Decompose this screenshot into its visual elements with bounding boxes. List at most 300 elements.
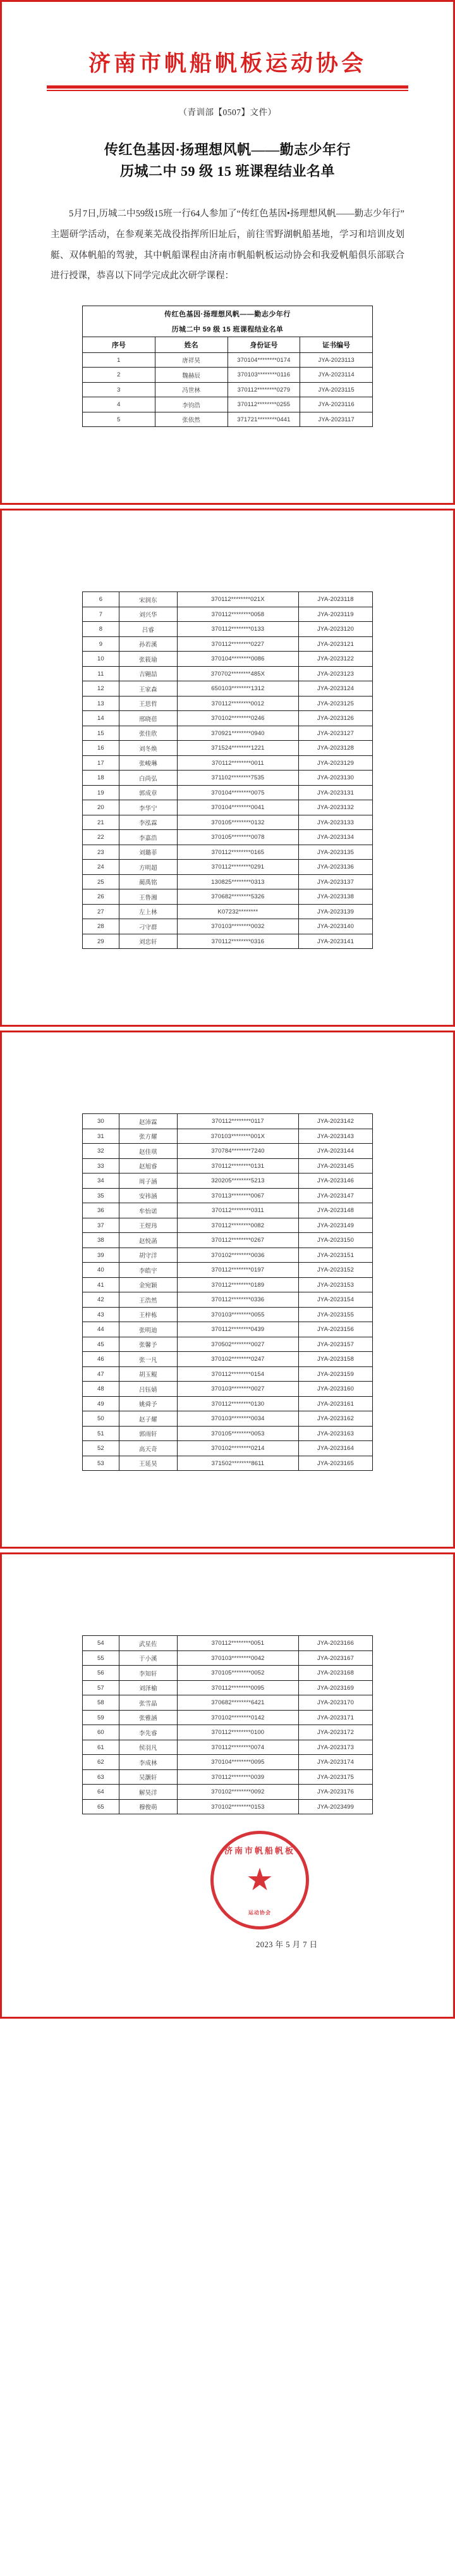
table-row bbox=[83, 919, 373, 934]
table-row bbox=[83, 1740, 373, 1755]
cell-name: 侯羽凡 bbox=[119, 1740, 177, 1755]
cell-index: 26 bbox=[83, 889, 119, 905]
cell-index: 8 bbox=[83, 622, 119, 637]
divider-thin-line bbox=[47, 90, 408, 91]
table-row bbox=[83, 711, 373, 726]
cell-certificate-number: JYA-2023119 bbox=[298, 607, 372, 622]
cell-index: 41 bbox=[83, 1277, 119, 1292]
cell-name: 胡玉鲲 bbox=[119, 1366, 177, 1382]
cell-id-number: 370682********6421 bbox=[177, 1695, 298, 1711]
certificate-table-body-2 bbox=[83, 592, 373, 949]
cell-index: 40 bbox=[83, 1263, 119, 1278]
cell-name: 李知轩 bbox=[119, 1666, 177, 1681]
cell-id-number: 370103********0042 bbox=[177, 1650, 298, 1666]
table-row bbox=[83, 1636, 373, 1651]
cell-index: 15 bbox=[83, 726, 119, 741]
cell-index: 39 bbox=[83, 1248, 119, 1263]
cell-index: 37 bbox=[83, 1218, 119, 1233]
cell-name: 方明超 bbox=[119, 860, 177, 875]
cell-id-number: 370112********0291 bbox=[177, 860, 298, 875]
cell-name: 张峻琳 bbox=[119, 755, 177, 771]
cell-index: 9 bbox=[83, 636, 119, 652]
table-row bbox=[83, 1218, 373, 1233]
cell-id-number: 650103********1312 bbox=[177, 681, 298, 697]
cell-certificate-number: JYA-2023499 bbox=[298, 1799, 372, 1814]
table-row bbox=[83, 1650, 373, 1666]
cell-certificate-number: JYA-2023114 bbox=[300, 368, 373, 383]
cell-id-number: 370112********021X bbox=[177, 592, 298, 607]
cell-name: 吕睿 bbox=[119, 622, 177, 637]
cell-certificate-number: JYA-2023150 bbox=[298, 1233, 372, 1248]
page-break-2 bbox=[0, 1025, 455, 1032]
cell-name: 李钧浩 bbox=[155, 397, 228, 412]
table-title-row bbox=[83, 306, 373, 321]
cell-index: 45 bbox=[83, 1337, 119, 1352]
cell-id-number: 370103********001X bbox=[177, 1129, 298, 1144]
page-3-bottom-spacer bbox=[2, 1471, 453, 1547]
cell-certificate-number: JYA-2023145 bbox=[298, 1158, 372, 1173]
certificate-table-part-1 bbox=[82, 306, 373, 428]
cell-certificate-number: JYA-2023124 bbox=[298, 681, 372, 697]
table-row bbox=[83, 1352, 373, 1367]
column-header-id-no: 身份证号 bbox=[228, 337, 300, 352]
cell-index: 25 bbox=[83, 874, 119, 889]
cell-index: 4 bbox=[83, 397, 155, 412]
cell-id-number: 370112********0255 bbox=[228, 397, 300, 412]
cell-certificate-number: JYA-2023166 bbox=[298, 1636, 372, 1651]
table-row bbox=[83, 1382, 373, 1397]
table-row bbox=[83, 1695, 373, 1711]
table-row bbox=[83, 1277, 373, 1292]
cell-index: 60 bbox=[83, 1725, 119, 1740]
cell-id-number: 370102********0036 bbox=[177, 1248, 298, 1263]
cell-id-number: 370112********0189 bbox=[177, 1277, 298, 1292]
cell-certificate-number: JYA-2023167 bbox=[298, 1650, 372, 1666]
cell-certificate-number: JYA-2023157 bbox=[298, 1337, 372, 1352]
cell-id-number: 370103********0116 bbox=[228, 368, 300, 383]
cell-id-number: 370112********0439 bbox=[177, 1322, 298, 1337]
table-row bbox=[83, 592, 373, 607]
cell-index: 2 bbox=[83, 368, 155, 383]
cell-name: 刘冬焕 bbox=[119, 741, 177, 756]
table-row bbox=[83, 1785, 373, 1800]
table-row bbox=[83, 1799, 373, 1814]
table-row bbox=[83, 800, 373, 815]
table-row bbox=[83, 726, 373, 741]
cell-certificate-number: JYA-2023128 bbox=[298, 741, 372, 756]
document-page-1 bbox=[0, 0, 455, 503]
table-row bbox=[83, 1158, 373, 1173]
cell-index: 22 bbox=[83, 830, 119, 845]
cell-name: 郭成章 bbox=[119, 785, 177, 800]
table-row bbox=[83, 771, 373, 786]
cell-index: 23 bbox=[83, 845, 119, 860]
cell-certificate-number: JYA-2023113 bbox=[300, 352, 373, 368]
cell-name: 李先睿 bbox=[119, 1725, 177, 1740]
cell-certificate-number: JYA-2023116 bbox=[300, 397, 373, 412]
cell-index: 53 bbox=[83, 1456, 119, 1471]
cell-name: 吉翱喆 bbox=[119, 666, 177, 681]
seal-date: 2023 年 5 月 7 日 bbox=[256, 1940, 318, 1950]
cell-certificate-number: JYA-2023171 bbox=[298, 1710, 372, 1725]
cell-id-number: 370104********0041 bbox=[177, 800, 298, 815]
cell-id-number: 370112********0058 bbox=[177, 607, 298, 622]
body-paragraph: 5月7日,历城二中59级15班一行64人参加了“传红色基因•扬理想风帆——勤志少年行”主题研学活动，在参观莱芜战役指挥所旧址后，前往雪野湖帆船基地，学习和培训皮划艇、双体帆船的驾驶，其中帆船课程由济南市帆船帆板运动协会和我爱帆船俱乐部联合进行授课，恭喜以下同学完成此次研学课程： bbox=[51, 209, 404, 282]
cell-certificate-number: JYA-2023170 bbox=[298, 1695, 372, 1711]
cell-index: 36 bbox=[83, 1203, 119, 1218]
cell-index: 55 bbox=[83, 1650, 119, 1666]
cell-id-number: 370112********0165 bbox=[177, 845, 298, 860]
table-row bbox=[83, 1129, 373, 1144]
cell-certificate-number: JYA-2023129 bbox=[298, 755, 372, 771]
cell-index: 20 bbox=[83, 800, 119, 815]
cell-id-number: 370702********485X bbox=[177, 666, 298, 681]
certificate-table-body-1 bbox=[83, 352, 373, 427]
table-row bbox=[83, 352, 373, 368]
cell-id-number: 370105********0053 bbox=[177, 1426, 298, 1441]
cell-name: 周子涵 bbox=[119, 1173, 177, 1189]
cell-name: 王鲁湘 bbox=[119, 889, 177, 905]
cell-name: 刘忠轩 bbox=[119, 934, 177, 949]
cell-certificate-number: JYA-2023137 bbox=[298, 874, 372, 889]
table-row bbox=[83, 1710, 373, 1725]
table-row bbox=[83, 1725, 373, 1740]
page-break-1 bbox=[0, 503, 455, 511]
table-row bbox=[83, 1366, 373, 1382]
cell-name: 张方耀 bbox=[119, 1129, 177, 1144]
cell-index: 42 bbox=[83, 1292, 119, 1308]
table-row bbox=[83, 815, 373, 830]
cell-certificate-number: JYA-2023173 bbox=[298, 1740, 372, 1755]
cell-certificate-number: JYA-2023141 bbox=[298, 934, 372, 949]
table-row bbox=[83, 1426, 373, 1441]
cell-certificate-number: JYA-2023158 bbox=[298, 1352, 372, 1367]
table-row bbox=[83, 681, 373, 697]
cell-id-number: 371102********7535 bbox=[177, 771, 298, 786]
cell-index: 58 bbox=[83, 1695, 119, 1711]
document-page-2 bbox=[0, 511, 455, 1025]
cell-name: 张一凡 bbox=[119, 1352, 177, 1367]
page-1-bottom-spacer bbox=[2, 427, 453, 503]
cell-id-number: 370103********0055 bbox=[177, 1307, 298, 1322]
cell-index: 3 bbox=[83, 382, 155, 397]
cell-id-number: 370102********0142 bbox=[177, 1710, 298, 1725]
table-row bbox=[83, 1114, 373, 1129]
cell-name: 张雅涵 bbox=[119, 1710, 177, 1725]
cell-index: 28 bbox=[83, 919, 119, 934]
cell-name: 解昊洋 bbox=[119, 1785, 177, 1800]
table-row bbox=[83, 785, 373, 800]
table-row bbox=[83, 904, 373, 919]
cell-certificate-number: JYA-2023148 bbox=[298, 1203, 372, 1218]
cell-certificate-number: JYA-2023140 bbox=[298, 919, 372, 934]
table-row bbox=[83, 1769, 373, 1785]
cell-index: 31 bbox=[83, 1129, 119, 1144]
cell-index: 43 bbox=[83, 1307, 119, 1322]
cell-certificate-number: JYA-2023161 bbox=[298, 1396, 372, 1411]
signature-area bbox=[2, 1814, 453, 2017]
cell-certificate-number: JYA-2023162 bbox=[298, 1411, 372, 1427]
cell-name: 蔺禹铭 bbox=[119, 874, 177, 889]
cell-name: 高天奇 bbox=[119, 1441, 177, 1456]
table-row bbox=[83, 1263, 373, 1278]
document-page-4 bbox=[0, 1554, 455, 2019]
certificate-table-part-3 bbox=[82, 1113, 373, 1471]
cell-id-number: 370502********0027 bbox=[177, 1337, 298, 1352]
cell-name: 赵子耀 bbox=[119, 1411, 177, 1427]
certificate-table-head bbox=[83, 306, 373, 352]
cell-name: 胡守洋 bbox=[119, 1248, 177, 1263]
cell-index: 62 bbox=[83, 1755, 119, 1770]
seal-star-icon: ★ bbox=[247, 1866, 272, 1895]
cell-name: 姚舜予 bbox=[119, 1396, 177, 1411]
cell-index: 57 bbox=[83, 1680, 119, 1695]
cell-index: 33 bbox=[83, 1158, 119, 1173]
cell-certificate-number: JYA-2023121 bbox=[298, 636, 372, 652]
table-row bbox=[83, 1411, 373, 1427]
cell-certificate-number: JYA-2023139 bbox=[298, 904, 372, 919]
cell-certificate-number: JYA-2023123 bbox=[298, 666, 372, 681]
cell-id-number: 370112********0131 bbox=[177, 1158, 298, 1173]
cell-certificate-number: JYA-2023126 bbox=[298, 711, 372, 726]
cell-name: 王煜玮 bbox=[119, 1218, 177, 1233]
seal-bottom-text: 运动协会 bbox=[248, 1910, 271, 1916]
table-row bbox=[83, 1188, 373, 1203]
cell-name: 安祎涵 bbox=[119, 1188, 177, 1203]
cell-certificate-number: JYA-2023160 bbox=[298, 1382, 372, 1397]
cell-certificate-number: JYA-2023165 bbox=[298, 1456, 372, 1471]
cell-name: 刘兴华 bbox=[119, 607, 177, 622]
cell-index: 13 bbox=[83, 696, 119, 711]
cell-name: 赵旭睿 bbox=[119, 1158, 177, 1173]
cell-certificate-number: JYA-2023153 bbox=[298, 1277, 372, 1292]
cell-certificate-number: JYA-2023125 bbox=[298, 696, 372, 711]
cell-name: 邢晓蓓 bbox=[119, 711, 177, 726]
table-row bbox=[83, 1248, 373, 1263]
cell-certificate-number: JYA-2023175 bbox=[298, 1769, 372, 1785]
seal-top-text: 济南市帆船帆板 bbox=[224, 1846, 295, 1856]
cell-certificate-number: JYA-2023163 bbox=[298, 1426, 372, 1441]
table-row bbox=[83, 368, 373, 383]
certificate-table-part-4 bbox=[82, 1635, 373, 1814]
cell-id-number: 370105********0132 bbox=[177, 815, 298, 830]
cell-certificate-number: JYA-2023134 bbox=[298, 830, 372, 845]
certificate-table-body-3 bbox=[83, 1114, 373, 1471]
table-row bbox=[83, 636, 373, 652]
cell-id-number: 370103********0027 bbox=[177, 1382, 298, 1397]
cell-id-number: 370103********0034 bbox=[177, 1411, 298, 1427]
cell-id-number: 370112********0311 bbox=[177, 1203, 298, 1218]
cell-name: 赵佳琪 bbox=[119, 1144, 177, 1159]
cell-id-number: 370104********0086 bbox=[177, 652, 298, 667]
page-2-bottom-spacer bbox=[2, 949, 453, 1025]
cell-id-number: 370103********0032 bbox=[177, 919, 298, 934]
column-header-index: 序号 bbox=[83, 337, 155, 352]
table-row bbox=[83, 1441, 373, 1456]
cell-name: 孙若溪 bbox=[119, 636, 177, 652]
cell-name: 刘璐菲 bbox=[119, 845, 177, 860]
table-row bbox=[83, 874, 373, 889]
cell-name: 李华宁 bbox=[119, 800, 177, 815]
cell-id-number: 370102********0246 bbox=[177, 711, 298, 726]
cell-name: 赵悦菡 bbox=[119, 1233, 177, 1248]
page-4-top-spacer bbox=[2, 1554, 453, 1635]
cell-index: 19 bbox=[83, 785, 119, 800]
cell-index: 30 bbox=[83, 1114, 119, 1129]
cell-index: 65 bbox=[83, 1799, 119, 1814]
table-row bbox=[83, 622, 373, 637]
cell-index: 18 bbox=[83, 771, 119, 786]
cell-certificate-number: JYA-2023118 bbox=[298, 592, 372, 607]
table-row bbox=[83, 741, 373, 756]
cell-certificate-number: JYA-2023142 bbox=[298, 1114, 372, 1129]
table-row bbox=[83, 1322, 373, 1337]
cell-certificate-number: JYA-2023149 bbox=[298, 1218, 372, 1233]
table-row bbox=[83, 934, 373, 949]
table-row bbox=[83, 1680, 373, 1695]
organization-title: 济南市帆船帆板运动协会 bbox=[88, 51, 367, 76]
cell-name: 白尚弘 bbox=[119, 771, 177, 786]
cell-name: 张依然 bbox=[155, 412, 228, 427]
cell-id-number: 370112********0100 bbox=[177, 1725, 298, 1740]
column-header-cert-no: 证书编号 bbox=[300, 337, 373, 352]
document-page-3 bbox=[0, 1032, 455, 1547]
cell-name: 王家森 bbox=[119, 681, 177, 697]
cell-name: 宋润东 bbox=[119, 592, 177, 607]
cell-index: 44 bbox=[83, 1322, 119, 1337]
cell-id-number: 370112********0082 bbox=[177, 1218, 298, 1233]
cell-id-number: 370113********0067 bbox=[177, 1188, 298, 1203]
table-row bbox=[83, 607, 373, 622]
cell-name: 吴灏轩 bbox=[119, 1769, 177, 1785]
cell-id-number: 371721********0441 bbox=[228, 412, 300, 427]
cell-id-number: 370112********0011 bbox=[177, 755, 298, 771]
cell-id-number: 370112********0227 bbox=[177, 636, 298, 652]
table-row bbox=[83, 1307, 373, 1322]
cell-id-number: 370112********0133 bbox=[177, 622, 298, 637]
cell-index: 38 bbox=[83, 1233, 119, 1248]
cell-name: 唐祥昊 bbox=[155, 352, 228, 368]
cell-id-number: 370112********0279 bbox=[228, 382, 300, 397]
cell-index: 21 bbox=[83, 815, 119, 830]
cell-index: 46 bbox=[83, 1352, 119, 1367]
cell-id-number: 370112********0130 bbox=[177, 1396, 298, 1411]
cell-certificate-number: JYA-2023130 bbox=[298, 771, 372, 786]
cell-name: 金宛颖 bbox=[119, 1277, 177, 1292]
cell-id-number: 370104********0174 bbox=[228, 352, 300, 368]
table-row bbox=[83, 755, 373, 771]
cell-index: 32 bbox=[83, 1144, 119, 1159]
cell-index: 5 bbox=[83, 412, 155, 427]
cell-certificate-number: JYA-2023176 bbox=[298, 1785, 372, 1800]
cell-index: 34 bbox=[83, 1173, 119, 1189]
cell-name: 张筱瑜 bbox=[119, 652, 177, 667]
cell-name: 武星佐 bbox=[119, 1636, 177, 1651]
table-row bbox=[83, 1292, 373, 1308]
cell-id-number: 370105********0052 bbox=[177, 1666, 298, 1681]
cell-id-number: 370112********0336 bbox=[177, 1292, 298, 1308]
cell-certificate-number: JYA-2023115 bbox=[300, 382, 373, 397]
cell-id-number: 371524********1221 bbox=[177, 741, 298, 756]
cell-certificate-number: JYA-2023132 bbox=[298, 800, 372, 815]
cell-certificate-number: JYA-2023169 bbox=[298, 1680, 372, 1695]
table-row bbox=[83, 1173, 373, 1189]
cell-id-number: 370112********0154 bbox=[177, 1366, 298, 1382]
table-row bbox=[83, 412, 373, 427]
table-row bbox=[83, 1203, 373, 1218]
cell-name: 刁守群 bbox=[119, 919, 177, 934]
official-seal-stamp bbox=[210, 1831, 309, 1929]
cell-certificate-number: JYA-2023135 bbox=[298, 845, 372, 860]
cell-certificate-number: JYA-2023143 bbox=[298, 1129, 372, 1144]
cell-id-number: 370104********0075 bbox=[177, 785, 298, 800]
table-row bbox=[83, 1456, 373, 1471]
headline-line-1: 传红色基因·扬理想风帆——勤志少年行 bbox=[104, 142, 351, 158]
cell-certificate-number: JYA-2023138 bbox=[298, 889, 372, 905]
cell-certificate-number: JYA-2023133 bbox=[298, 815, 372, 830]
cell-name: 牟怡诺 bbox=[119, 1203, 177, 1218]
certificate-table-body-4 bbox=[83, 1636, 373, 1814]
cell-certificate-number: JYA-2023154 bbox=[298, 1292, 372, 1308]
certificate-table-wrapper-1 bbox=[82, 306, 373, 428]
cell-id-number: 370784********7240 bbox=[177, 1144, 298, 1159]
cell-certificate-number: JYA-2023159 bbox=[298, 1366, 372, 1382]
cell-name: 李泓霖 bbox=[119, 815, 177, 830]
cell-name: 刘泽榆 bbox=[119, 1680, 177, 1695]
cell-name: 李皓宇 bbox=[119, 1263, 177, 1278]
cell-name: 冯世林 bbox=[155, 382, 228, 397]
table-row bbox=[83, 860, 373, 875]
table-column-header-row bbox=[83, 337, 373, 352]
cell-index: 11 bbox=[83, 666, 119, 681]
cell-id-number: 370112********0095 bbox=[177, 1680, 298, 1695]
page-3-top-spacer bbox=[2, 1032, 453, 1113]
cell-certificate-number: JYA-2023127 bbox=[298, 726, 372, 741]
cell-index: 54 bbox=[83, 1636, 119, 1651]
table-row bbox=[83, 889, 373, 905]
certificate-table-part-2 bbox=[82, 591, 373, 949]
cell-id-number: 370112********0316 bbox=[177, 934, 298, 949]
cell-certificate-number: JYA-2023136 bbox=[298, 860, 372, 875]
cell-index: 56 bbox=[83, 1666, 119, 1681]
cell-index: 24 bbox=[83, 860, 119, 875]
cell-id-number: 370112********0039 bbox=[177, 1769, 298, 1785]
document-code: （青训部【0507】文件） bbox=[178, 108, 277, 118]
cell-id-number: 370112********0197 bbox=[177, 1263, 298, 1278]
cell-certificate-number: JYA-2023156 bbox=[298, 1322, 372, 1337]
certificate-table-wrapper-3 bbox=[82, 1113, 373, 1471]
cell-index: 7 bbox=[83, 607, 119, 622]
page-2-top-spacer bbox=[2, 511, 453, 591]
cell-name: 吕钰婧 bbox=[119, 1382, 177, 1397]
cell-id-number: 370921********0940 bbox=[177, 726, 298, 741]
cell-certificate-number: JYA-2023174 bbox=[298, 1755, 372, 1770]
cell-certificate-number: JYA-2023144 bbox=[298, 1144, 372, 1159]
cell-index: 47 bbox=[83, 1366, 119, 1382]
cell-index: 64 bbox=[83, 1785, 119, 1800]
cell-index: 52 bbox=[83, 1441, 119, 1456]
cell-name: 郭雨轩 bbox=[119, 1426, 177, 1441]
cell-name: 李嘉浩 bbox=[119, 830, 177, 845]
cell-id-number: 370102********0153 bbox=[177, 1799, 298, 1814]
cell-certificate-number: JYA-2023120 bbox=[298, 622, 372, 637]
cell-index: 12 bbox=[83, 681, 119, 697]
table-row bbox=[83, 845, 373, 860]
cell-id-number: 370105********0078 bbox=[177, 830, 298, 845]
cell-certificate-number: JYA-2023151 bbox=[298, 1248, 372, 1263]
cell-index: 49 bbox=[83, 1396, 119, 1411]
cell-name: 赵沛霖 bbox=[119, 1114, 177, 1129]
